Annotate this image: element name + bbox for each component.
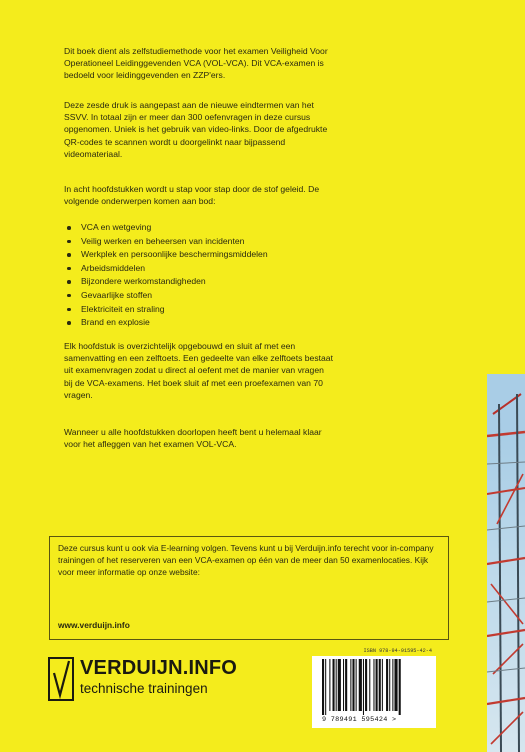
barcode-bar	[329, 659, 330, 711]
scaffolding-graphic	[487, 374, 525, 752]
topic-item: Elektriciteit en straling	[64, 303, 334, 317]
isbn-label: ISBN 978-94-91595-42-4	[363, 648, 432, 654]
logo-frame	[48, 657, 74, 701]
logo-title: VERDUIJN.INFO	[80, 657, 238, 679]
barcode-bar	[322, 659, 324, 715]
topic-list	[64, 221, 334, 330]
barcode-bar	[336, 659, 337, 711]
topic-item: VCA en wetgeving	[64, 221, 334, 235]
isbn-barcode	[312, 656, 436, 728]
info-box	[49, 536, 449, 640]
barcode-bar	[399, 659, 401, 715]
barcode-digits: 9 789491 595424 >	[322, 716, 397, 724]
barcode-bar	[359, 659, 362, 711]
barcode-bar	[325, 659, 326, 715]
barcode-bar	[333, 659, 335, 711]
barcode-bar	[394, 659, 397, 711]
barcode-bar	[376, 659, 378, 711]
barcode-bar	[389, 659, 390, 711]
checkmark-icon	[51, 659, 71, 699]
barcode-icon	[322, 659, 430, 715]
outro-paragraph-2	[64, 426, 334, 450]
barcode-bar	[363, 659, 364, 715]
intro-text-3: In acht hoofdstukken wordt u stap voor stap door de stof geleid. De volgende onderwerpen komen aan bod:	[64, 184, 320, 207]
info-box-text: Deze cursus kunt u ook via E-learning volgen. Tevens kunt u bij Verduijn.info terecht voor in-company trainingen of het reserveren van een VCA-examen op één van de meer dan 50 examenlocaties. Kijk voor meer informatie op onze website:	[58, 543, 434, 577]
topic-item: Veilig werken en beheersen van incidenten	[64, 235, 334, 249]
topic-item: Gevaarlijke stoffen	[64, 289, 334, 303]
outro-paragraph-1	[64, 340, 334, 401]
intro-text-1: Dit boek dient als zelfstudiemethode voor het examen Veiligheid Voor Operationeel Leidinggevenden VCA (VOL-VCA). Dit VCA-examen is bedoeld voor leidinggevenden en ZZP'ers.	[64, 46, 328, 81]
verduijn-logo	[48, 655, 238, 711]
intro-text-2: Deze zesde druk is aangepast aan de nieuwe eindtermen van het SSVV. In totaal zijn er meer dan 300 oefenvragen in deze cursus opgenomen. Uniek is het gebruik van video-links. Door de afgedrukte QR-codes te scannen wordt u doorgelinkt naar bijpassend videomateriaal.	[64, 100, 328, 159]
barcode-bar	[369, 659, 370, 711]
logo-subtitle: technische trainingen	[80, 681, 208, 696]
intro-paragraph-1	[64, 45, 334, 82]
barcode-bar	[382, 659, 383, 711]
barcode-bar	[338, 659, 341, 711]
barcode-bar	[386, 659, 388, 711]
scaffolding-photo	[487, 374, 525, 752]
barcode-bar	[365, 659, 367, 711]
barcode-bar	[345, 659, 347, 711]
barcode-bar	[392, 659, 393, 711]
outro-text-1: Elk hoofdstuk is overzichtelijk opgebouwd en sluit af met een samenvatting en een zelftoets. Een gedeelte van elke zelftoets bestaat uit examenvragen zodat u direct al oefent met de manier van vragen bij de VCA-examens. Het boek sluit af met een proefexamen van 70 vragen.	[64, 341, 333, 400]
website-link[interactable]: www.verduijn.info	[58, 620, 130, 630]
barcode-bar	[356, 659, 357, 711]
barcode-bar	[350, 659, 351, 711]
topic-item: Bijzondere werkomstandigheden	[64, 275, 334, 289]
barcode-bar	[373, 659, 374, 711]
barcode-bar	[343, 659, 344, 711]
barcode-bar	[379, 659, 381, 711]
topic-item: Arbeidsmiddelen	[64, 262, 334, 276]
intro-paragraph-2	[64, 99, 334, 160]
topic-item: Brand en explosie	[64, 316, 334, 330]
outro-text-2: Wanneer u alle hoofdstukken doorlopen heeft bent u helemaal klaar voor het afleggen van het examen VOL-VCA.	[64, 427, 322, 450]
intro-paragraph-3	[64, 183, 334, 207]
topic-item: Werkplek en persoonlijke beschermingsmiddelen	[64, 248, 334, 262]
barcode-bar	[352, 659, 354, 711]
